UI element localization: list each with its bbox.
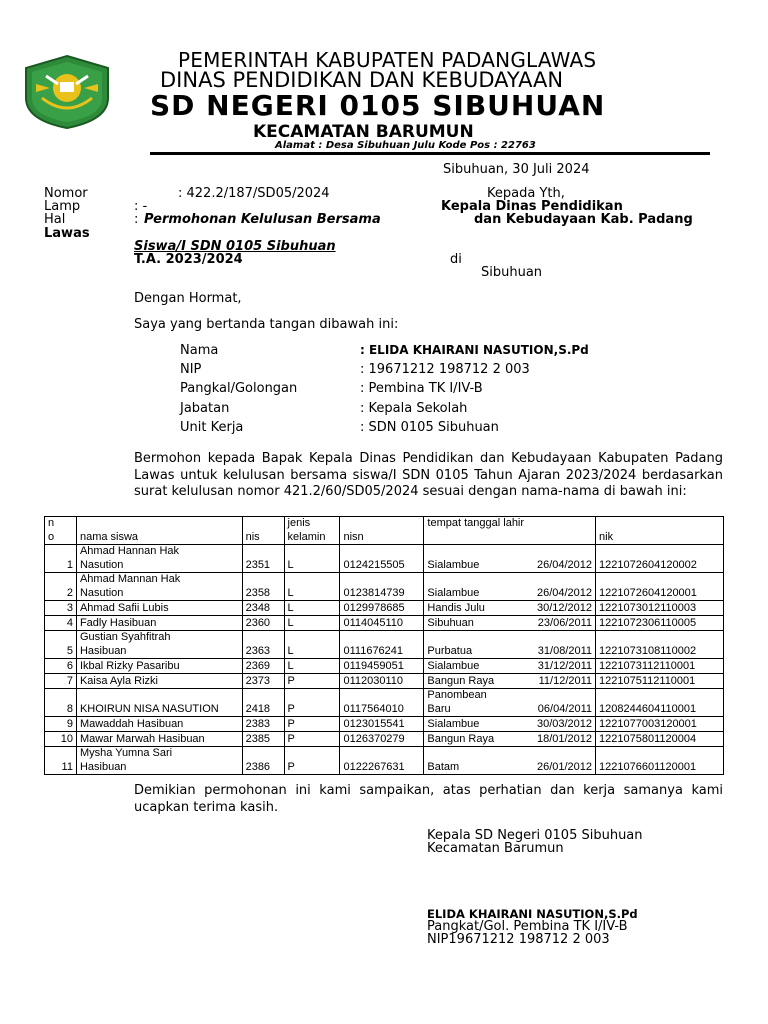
cell-nik: 1221073012110003 [596, 601, 724, 616]
cell-tgl: 06/04/2011 [537, 702, 593, 715]
cell-nama: Ikbal Rizky Pasaribu [76, 659, 242, 674]
table-row [45, 631, 724, 659]
cell-nik: 1221072604120001 [596, 573, 724, 601]
cell-nik: 1221077003120001 [596, 717, 724, 732]
signer-pangkat-value: : Pembina TK I/IV-B [360, 381, 483, 396]
sign-rank: Pangkat/Gol. Pembina TK I/IV-B [427, 919, 628, 934]
header-school-name: SD NEGERI 0105 SIBUHUAN [150, 89, 606, 122]
cell-jk: P [284, 747, 340, 775]
cell-nisn: 0129978685 [340, 601, 424, 616]
hal-colon: : [134, 212, 139, 227]
table-header-row [45, 517, 724, 545]
cell-nis: 2385 [242, 732, 284, 747]
cell-tgl: 30/03/2012 [536, 717, 593, 730]
header-nama: nama siswa [76, 517, 242, 545]
cell-nama: Ahmad Hannan Hak Nasution [76, 545, 242, 573]
intro-text: Saya yang bertanda tangan dibawah ini: [134, 317, 399, 332]
cell-ttl: Batam 26/01/2012 [424, 747, 596, 775]
cell-nis: 2358 [242, 573, 284, 601]
letter-date: Sibuhuan, 30 Juli 2024 [443, 162, 590, 177]
cell-tgl: 18/01/2012 [536, 732, 593, 745]
cell-nik: 1221073112110001 [596, 659, 724, 674]
cell-nisn: 0124215505 [340, 545, 424, 573]
cell-jk: P [284, 732, 340, 747]
header-ttl: tempat tanggal lahir [424, 517, 596, 545]
sign-name: ELIDA KHAIRANI NASUTION,S.Pd [427, 907, 638, 921]
table-row [45, 732, 724, 747]
cell-ttl: Sialambue 31/12/2011 [424, 659, 596, 674]
cell-jk: P [284, 689, 340, 717]
hal-value: Permohonan Kelulusan Bersama [144, 212, 381, 227]
cell-jk: L [284, 545, 340, 573]
cell-nama: Ahmad Safii Lubis [76, 601, 242, 616]
recipient-di: di [450, 252, 462, 267]
cell-nisn: 0123015541 [340, 717, 424, 732]
signer-jabatan-label: Jabatan [180, 401, 230, 416]
cell-jk: L [284, 601, 340, 616]
cell-tgl: 30/12/2012 [536, 601, 593, 614]
sign-nip: NIP19671212 198712 2 003 [427, 932, 610, 947]
cell-jk: L [284, 631, 340, 659]
recipient-line3: dan Kebudayaan Kab. Padang [474, 212, 693, 227]
header-nik: nik [596, 517, 724, 545]
header-no: n o [45, 517, 77, 545]
lamp-label: Lamp [44, 199, 81, 214]
cell-nis: 2369 [242, 659, 284, 674]
cell-nama: Kaisa Ayla Rizki [76, 674, 242, 689]
signer-nip-label: NIP [180, 362, 202, 377]
cell-no: 11 [45, 747, 77, 775]
signer-jabatan-value: : Kepala Sekolah [360, 401, 468, 416]
nomor-label: Nomor [44, 186, 88, 201]
cell-nisn: 0119459051 [340, 659, 424, 674]
cell-jk: P [284, 674, 340, 689]
cell-nis: 2348 [242, 601, 284, 616]
signer-nip-value: : 19671212 198712 2 003 [360, 362, 530, 377]
cell-ttl: Sialambue 30/03/2012 [424, 717, 596, 732]
cell-nama: Fadly Hasibuan [76, 616, 242, 631]
cell-tgl: 31/12/2011 [537, 659, 593, 672]
signer-nama-value: : ELIDA KHAIRANI NASUTION,S.Pd [360, 343, 589, 357]
cell-nisn: 0111676241 [340, 631, 424, 659]
signer-pangkat-label: Pangkal/Golongan [180, 381, 298, 396]
cell-ttl: Bangun Raya 18/01/2012 [424, 732, 596, 747]
cell-no: 2 [45, 573, 77, 601]
recipient-place: Sibuhuan [481, 265, 543, 280]
cell-tgl: 26/01/2012 [536, 760, 593, 773]
cell-nis: 2363 [242, 631, 284, 659]
cell-nik: 1221075112110001 [596, 674, 724, 689]
table-row [45, 601, 724, 616]
cell-tgl: 26/04/2012 [536, 586, 593, 599]
hal-line2: Siswa/I SDN 0105 Sibuhuan [134, 239, 336, 254]
regency-logo [22, 54, 112, 130]
header-nisn: nisn [340, 517, 424, 545]
cell-no: 10 [45, 732, 77, 747]
cell-nama: Mawar Marwah Hasibuan [76, 732, 242, 747]
table-row [45, 616, 724, 631]
cell-no: 6 [45, 659, 77, 674]
cell-jk: L [284, 573, 340, 601]
nomor-value: : 422.2/187/SD05/2024 [178, 186, 330, 201]
header-jk: jenis kelamin [284, 517, 340, 545]
cell-nisn: 0123814739 [340, 573, 424, 601]
greeting: Dengan Hormat, [134, 291, 242, 306]
cell-nisn: 0112030110 [340, 674, 424, 689]
header-department: DINAS PENDIDIKAN DAN KEBUDAYAAN [160, 68, 564, 92]
cell-nis: 2418 [242, 689, 284, 717]
cell-jk: L [284, 616, 340, 631]
cell-nik: 1221072306110005 [596, 616, 724, 631]
cell-nama: Mawaddah Hasibuan [76, 717, 242, 732]
cell-tgl: 31/08/2011 [537, 644, 593, 657]
cell-nik: 1221073108110002 [596, 631, 724, 659]
cell-nisn: 0122267631 [340, 747, 424, 775]
cell-no: 5 [45, 631, 77, 659]
cell-nik: 1221075801120004 [596, 732, 724, 747]
student-table [44, 516, 724, 775]
cell-no: 7 [45, 674, 77, 689]
cell-ttl: Sialambue 26/04/2012 [424, 545, 596, 573]
cell-jk: P [284, 717, 340, 732]
table-row [45, 747, 724, 775]
cell-nisn: 0117564010 [340, 689, 424, 717]
body-paragraph: Bermohon kepada Bapak Kepala Dinas Pendidikan dan Kebudayaan Kabupaten Padang Lawas untuk kelulusan bersama siswa/I SDN 0105 Tahun Ajaran 2023/2024 berdasarkan surat kelulusan nomor 421.2/60/SD05/2024 sesuai dengan nama-nama di bawah ini: [134, 451, 723, 499]
cell-nis: 2373 [242, 674, 284, 689]
cell-nama: Ahmad Mannan Hak Nasution [76, 573, 242, 601]
cell-ttl: Purbatua 31/08/2011 [424, 631, 596, 659]
cell-jk: L [284, 659, 340, 674]
header-government: PEMERINTAH KABUPATEN PADANGLAWAS [178, 48, 597, 72]
table-row [45, 674, 724, 689]
cell-nisn: 0126370279 [340, 732, 424, 747]
cell-nama: Mysha Yumna Sari Hasibuan [76, 747, 242, 775]
cell-nik: 1221076601120001 [596, 747, 724, 775]
signer-unit-label: Unit Kerja [180, 420, 244, 435]
cell-tgl: 26/04/2012 [536, 558, 593, 571]
closing-paragraph: Demikian permohonan ini kami sampaikan, atas perhatian dan kerja samanya kami ucapkan terima kasih. [134, 783, 723, 815]
cell-nik: 1208244604110001 [596, 689, 724, 717]
cell-ttl: Panombean Baru 06/04/2011 [424, 689, 596, 717]
table-row [45, 717, 724, 732]
header-nis: nis [242, 517, 284, 545]
sign-title-1: Kepala SD Negeri 0105 Sibuhuan [427, 828, 643, 843]
table-row [45, 573, 724, 601]
signer-nama-label: Nama [180, 343, 219, 358]
cell-nisn: 0114045110 [340, 616, 424, 631]
table-row [45, 689, 724, 717]
header-district: KECAMATAN BARUMUN [253, 122, 474, 142]
cell-nis: 2386 [242, 747, 284, 775]
signer-unit-value: : SDN 0105 Sibuhuan [360, 420, 499, 435]
hal-wrap: Lawas [44, 226, 90, 241]
cell-nis: 2383 [242, 717, 284, 732]
table-row [45, 545, 724, 573]
cell-no: 9 [45, 717, 77, 732]
cell-no: 8 [45, 689, 77, 717]
recipient-line2: Kepala Dinas Pendidikan [441, 199, 623, 214]
cell-ttl: Handis Julu 30/12/2012 [424, 601, 596, 616]
header-divider [150, 152, 710, 155]
table-row [45, 659, 724, 674]
cell-ttl: Bangun Raya 11/12/2011 [424, 674, 596, 689]
cell-ttl: Sialambue 26/04/2012 [424, 573, 596, 601]
cell-no: 1 [45, 545, 77, 573]
cell-tgl: 23/06/2011 [537, 616, 593, 629]
cell-nis: 2360 [242, 616, 284, 631]
cell-ttl: Sibuhuan 23/06/2011 [424, 616, 596, 631]
lamp-value: : - [134, 199, 148, 214]
cell-no: 3 [45, 601, 77, 616]
cell-nama: KHOIRUN NISA NASUTION [76, 689, 242, 717]
cell-nik: 1221072604120002 [596, 545, 724, 573]
cell-nama: Gustian Syahfitrah Hasibuan [76, 631, 242, 659]
recipient-line1: Kepada Yth, [487, 186, 565, 201]
cell-nis: 2351 [242, 545, 284, 573]
cell-tgl: 11/12/2011 [538, 674, 593, 687]
hal-label: Hal [44, 212, 66, 227]
cell-no: 4 [45, 616, 77, 631]
hal-line3: T.A. 2023/2024 [134, 252, 243, 267]
sign-title-2: Kecamatan Barumun [427, 841, 564, 856]
header-address: Alamat : Desa Sibuhuan Julu Kode Pos : 22763 [275, 140, 536, 151]
